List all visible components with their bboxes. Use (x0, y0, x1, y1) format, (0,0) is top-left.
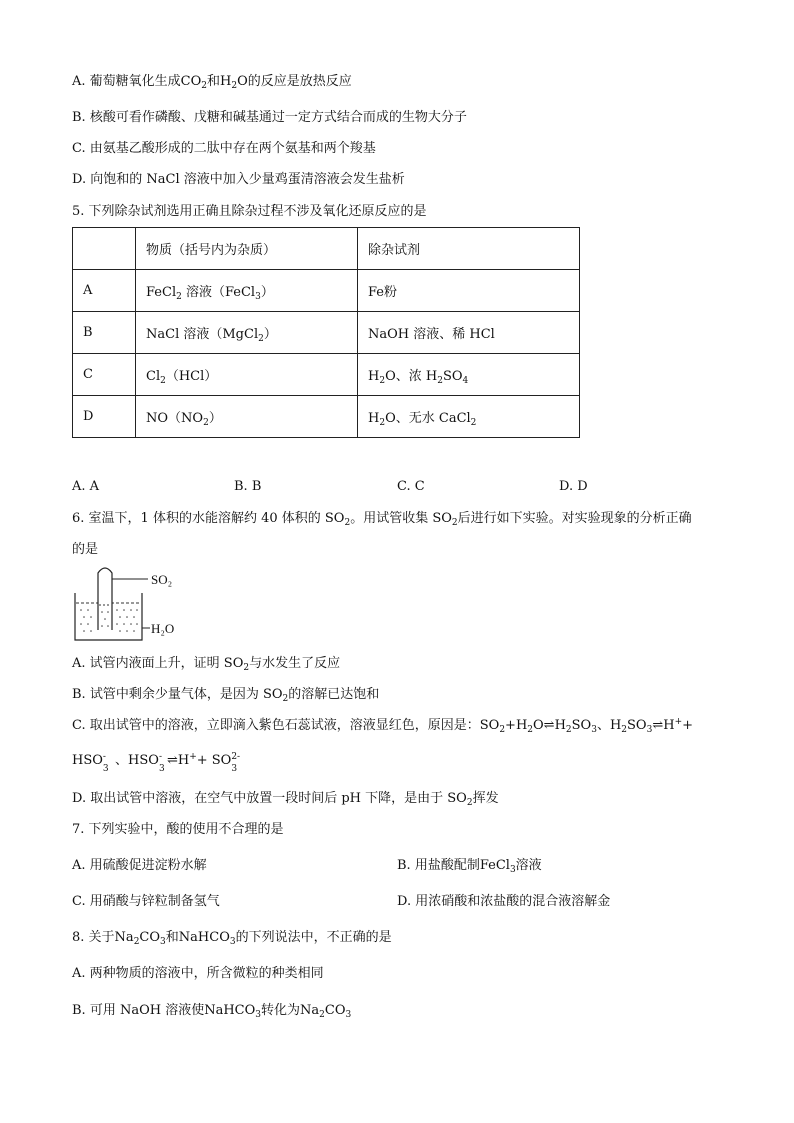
table-header-substance: 物质（括号内为杂质） (136, 228, 358, 270)
formula-nacl: NaCl (142, 172, 184, 187)
q5-table (72, 227, 580, 438)
table-header-row (73, 228, 580, 270)
table-row (73, 396, 580, 438)
q6-option-c: C. 取出试管中的溶液，立即滴入紫色石蕊试液，溶液显红色，原因是：$SO_2+H_2O\rightleftharpoons H_2SO_3$、$H_2SO_3\rightleftharpoons H^++$ (72, 717, 694, 735)
h2o-label: H₂O (151, 621, 175, 636)
formula-nahco3: NaHCO$_3$ (204, 1003, 262, 1020)
q6-a-text-2: 与水发生了反应 (249, 656, 341, 671)
row-reagent: Fe粉 (358, 270, 580, 312)
q8-stem-text-2: 和 (165, 930, 179, 945)
q6-b-text-1: B. 试管中剩余少量气体，是因为 SO (72, 687, 283, 702)
table-row (73, 312, 580, 354)
q7-b-text-2: 溶液 (515, 858, 542, 873)
q6-option-c-equation: HSO - 3 、HSO - 3 ⇌H++ SO 2- 3 (72, 752, 241, 774)
q6-c-text-1: C. 取出试管中的溶液，立即滴入紫色石蕊试液，溶液显红色，原因是：SO (72, 718, 500, 733)
q4-d-text-1: D. 向饱和的 (72, 172, 143, 187)
formula-na2co3: $Na_2CO_3$ (300, 1003, 352, 1020)
row-reagent: $H_2O$、浓 $H_2SO_4$ (358, 354, 580, 396)
q8-stem-text-1: 8. 关于 (72, 930, 115, 945)
q6-b-text-2: 的溶解已达饱和 (288, 687, 380, 702)
q7-option-d: D. 用浓硝酸和浓盐酸的混合液溶解金 (397, 894, 611, 909)
q5-stem: 5. 下列除杂试剂选用正确且除杂过程不涉及氧化还原反应的是 (72, 204, 427, 219)
table-cell-empty (73, 228, 136, 270)
q7-option-b (397, 857, 542, 875)
q6-stem-text-2: 。用试管收集 SO (350, 511, 452, 526)
q6-stem-text-3: 后进行如下实验。对实验现象的分析正确 (457, 511, 692, 526)
q5-option-a: A. A (72, 479, 100, 494)
q6-d-text-2: 挥发 (472, 791, 499, 806)
q6-apparatus-diagram (72, 565, 222, 647)
q4-option-c: C. 由氨基乙酸形成的二肽中存在两个氨基和两个羧基 (72, 141, 376, 156)
q4-a-text-2: 和 (207, 74, 221, 89)
row-reagent: $H_2O$、无水 CaCl$_2$ (358, 396, 580, 438)
q4-a-text-3: 的反应是放热反应 (247, 74, 352, 89)
q6-stem-line1: 6. 室温下，1 体积的水能溶解约 40 体积的 $SO_2$。用试管收集 $SO_2$后进行如下实验。对实验现象的分析正确 (72, 511, 692, 528)
q4-option-a (72, 73, 352, 91)
formula-nahco3: NaHCO$_3$ (178, 930, 236, 947)
q6-a-text-1: A. 试管内液面上升，证明 SO (72, 656, 244, 671)
q5-option-d: D. D (559, 479, 588, 494)
q6-option-d: D. 取出试管中溶液，在空气中放置一段时间后 pH 下降，是由于 $SO_2$挥发 (72, 791, 499, 808)
q8-option-b (72, 1002, 351, 1020)
row-label: C (73, 354, 136, 396)
row-substance-text: NaCl 溶液（MgCl (146, 327, 259, 342)
q7-b-text-1: B. 用盐酸配制 (397, 858, 480, 873)
row-substance: NaCl 溶液（MgCl$_2$） (136, 312, 358, 354)
formula-h2o: $H_2O$ (220, 74, 248, 91)
q6-d-text-1: D. 取出试管中溶液，在空气中放置一段时间后 pH 下降，是由于 SO (72, 791, 467, 806)
row-substance: $NO(NO_2)$ (136, 396, 358, 438)
q4-option-d (72, 171, 405, 189)
q8-b-text-1: B. 可用 NaOH 溶液使 (72, 1003, 205, 1018)
q8-option-a: A. 两种物质的溶液中，所含微粒的种类相同 (72, 966, 324, 981)
q8-b-text-2: 转化为 (261, 1003, 301, 1018)
q8-stem-text-3: 的下列说法中，不正确的是 (235, 930, 392, 945)
q8-stem (72, 929, 392, 947)
row-substance: FeCl$_2$ 溶液（FeCl$_3$） (136, 270, 358, 312)
formula-co2: $CO_2$ (180, 74, 207, 91)
q7-option-c: C. 用硝酸与锌粒制备氢气 (72, 894, 220, 909)
table-row (73, 354, 580, 396)
q6-stem-text-1: 6. 室温下，1 体积的水能溶解约 40 体积的 SO (72, 511, 345, 526)
test-tube (98, 568, 112, 630)
row-label: B (73, 312, 136, 354)
q5-option-c: C. C (397, 479, 425, 494)
row-substance: $Cl_2(HCl)$ (136, 354, 358, 396)
so2-label: SO₂ (151, 572, 173, 587)
row-label: A (73, 270, 136, 312)
q7-stem: 7. 下列实验中，酸的使用不合理的是 (72, 822, 284, 837)
q4-a-text-1: A. 葡萄糖氧化生成 (72, 74, 181, 89)
table-header-reagent: 除杂试剂 (358, 228, 580, 270)
row-reagent: NaOH 溶液、稀 HCl (358, 312, 580, 354)
q4-d-text-2: 溶液中加入少量鸡蛋清溶液会发生盐析 (183, 172, 405, 187)
q6-option-a: A. 试管内液面上升，证明 $SO_2$与水发生了反应 (72, 656, 341, 673)
q6-option-b: B. 试管中剩余少量气体，是因为 $SO_2$的溶解已达饱和 (72, 687, 380, 704)
table-row (73, 270, 580, 312)
q5-option-b: B. B (234, 479, 262, 494)
formula-na2co3: $Na_2CO_3$ (114, 930, 166, 947)
q6-stem-line2: 的是 (72, 542, 99, 557)
q4-option-b: B. 核酸可看作磷酸、戊糖和碱基通过一定方式结合而成的生物大分子 (72, 110, 467, 125)
formula-fecl3: FeCl$_3$ (479, 858, 516, 875)
row-label: D (73, 396, 136, 438)
q7-option-a: A. 用硫酸促进淀粉水解 (72, 858, 207, 873)
